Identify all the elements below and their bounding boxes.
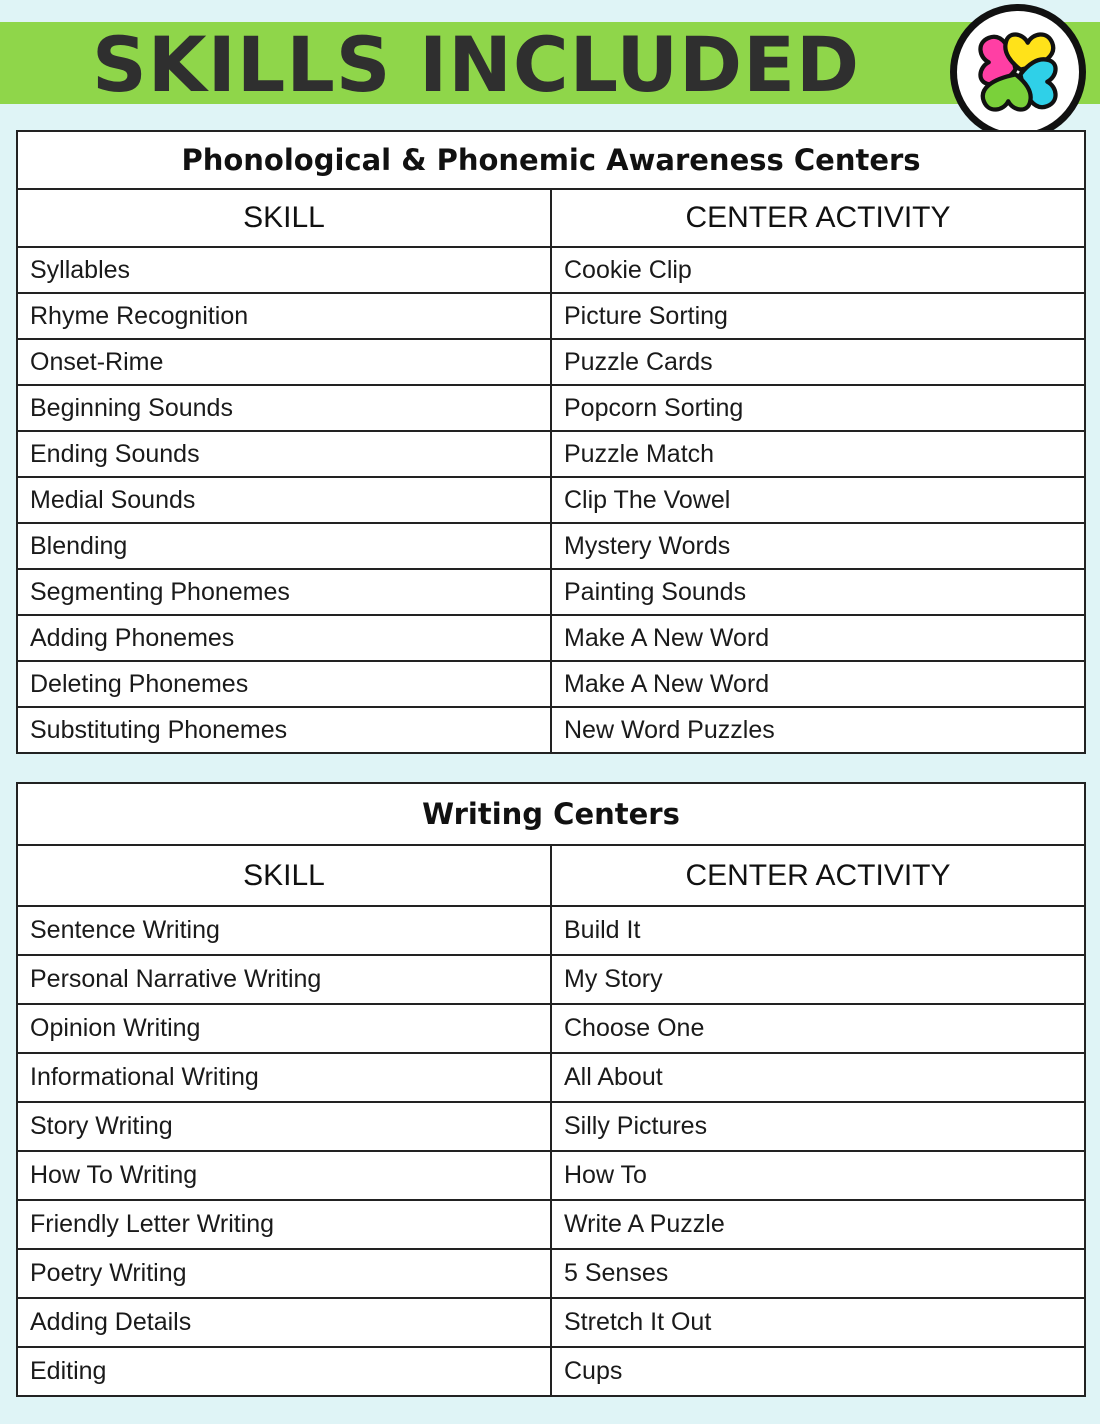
table-row (17, 431, 1085, 477)
skill-cell: Informational Writing (17, 1053, 551, 1102)
skill-cell: Medial Sounds (17, 477, 551, 523)
four-heart-clover-icon (957, 11, 1079, 133)
skill-cell: Syllables (17, 247, 551, 293)
table-row (17, 1249, 1085, 1298)
skill-cell: Sentence Writing (17, 906, 551, 955)
clover-logo-icon (950, 4, 1086, 140)
skill-cell: Adding Details (17, 1298, 551, 1347)
skill-cell: Ending Sounds (17, 431, 551, 477)
table-row (17, 477, 1085, 523)
center-activity-cell: How To (551, 1151, 1085, 1200)
page-title: SKILLS INCLUDED (92, 20, 861, 109)
skill-cell: Story Writing (17, 1102, 551, 1151)
column-header-skill: SKILL (17, 189, 551, 247)
table-row (17, 707, 1085, 753)
column-header-center-activity: CENTER ACTIVITY (551, 845, 1085, 906)
skill-cell: Poetry Writing (17, 1249, 551, 1298)
center-activity-cell: Mystery Words (551, 523, 1085, 569)
table-title: Phonological & Phonemic Awareness Centers (17, 131, 1085, 189)
center-activity-cell: New Word Puzzles (551, 707, 1085, 753)
table-row (17, 1151, 1085, 1200)
center-activity-cell: Puzzle Match (551, 431, 1085, 477)
skill-cell: Beginning Sounds (17, 385, 551, 431)
table-row (17, 1200, 1085, 1249)
center-activity-cell: Cups (551, 1347, 1085, 1396)
table-row (17, 247, 1085, 293)
skill-cell: Deleting Phonemes (17, 661, 551, 707)
center-activity-cell: Write A Puzzle (551, 1200, 1085, 1249)
skill-cell: Editing (17, 1347, 551, 1396)
skill-cell: Blending (17, 523, 551, 569)
table-title: Writing Centers (17, 783, 1085, 845)
skill-cell: Rhyme Recognition (17, 293, 551, 339)
center-activity-cell: Clip The Vowel (551, 477, 1085, 523)
column-header-center-activity: CENTER ACTIVITY (551, 189, 1085, 247)
table-row (17, 1102, 1085, 1151)
table-row (17, 661, 1085, 707)
center-activity-cell: Silly Pictures (551, 1102, 1085, 1151)
center-activity-cell: Stretch It Out (551, 1298, 1085, 1347)
table-row (17, 1053, 1085, 1102)
center-activity-cell: Puzzle Cards (551, 339, 1085, 385)
skill-cell: Substituting Phonemes (17, 707, 551, 753)
table-row (17, 385, 1085, 431)
table-row (17, 339, 1085, 385)
table-row (17, 569, 1085, 615)
phonological-awareness-table (16, 130, 1086, 754)
writing-centers-table (16, 782, 1086, 1397)
skill-cell: Friendly Letter Writing (17, 1200, 551, 1249)
skill-cell: Onset-Rime (17, 339, 551, 385)
skill-cell: How To Writing (17, 1151, 551, 1200)
table-row (17, 523, 1085, 569)
center-activity-cell: Cookie Clip (551, 247, 1085, 293)
skill-cell: Opinion Writing (17, 1004, 551, 1053)
column-header-skill: SKILL (17, 845, 551, 906)
center-activity-cell: My Story (551, 955, 1085, 1004)
table-row (17, 955, 1085, 1004)
center-activity-cell: Popcorn Sorting (551, 385, 1085, 431)
table-row (17, 293, 1085, 339)
center-activity-cell: Make A New Word (551, 615, 1085, 661)
skill-cell: Segmenting Phonemes (17, 569, 551, 615)
center-activity-cell: Make A New Word (551, 661, 1085, 707)
table-row (17, 1347, 1085, 1396)
skill-cell: Adding Phonemes (17, 615, 551, 661)
table-row (17, 1298, 1085, 1347)
table-row (17, 906, 1085, 955)
table-row (17, 1004, 1085, 1053)
center-activity-cell: Build It (551, 906, 1085, 955)
center-activity-cell: 5 Senses (551, 1249, 1085, 1298)
skill-cell: Personal Narrative Writing (17, 955, 551, 1004)
center-activity-cell: Choose One (551, 1004, 1085, 1053)
center-activity-cell: All About (551, 1053, 1085, 1102)
center-activity-cell: Painting Sounds (551, 569, 1085, 615)
center-activity-cell: Picture Sorting (551, 293, 1085, 339)
table-row (17, 615, 1085, 661)
